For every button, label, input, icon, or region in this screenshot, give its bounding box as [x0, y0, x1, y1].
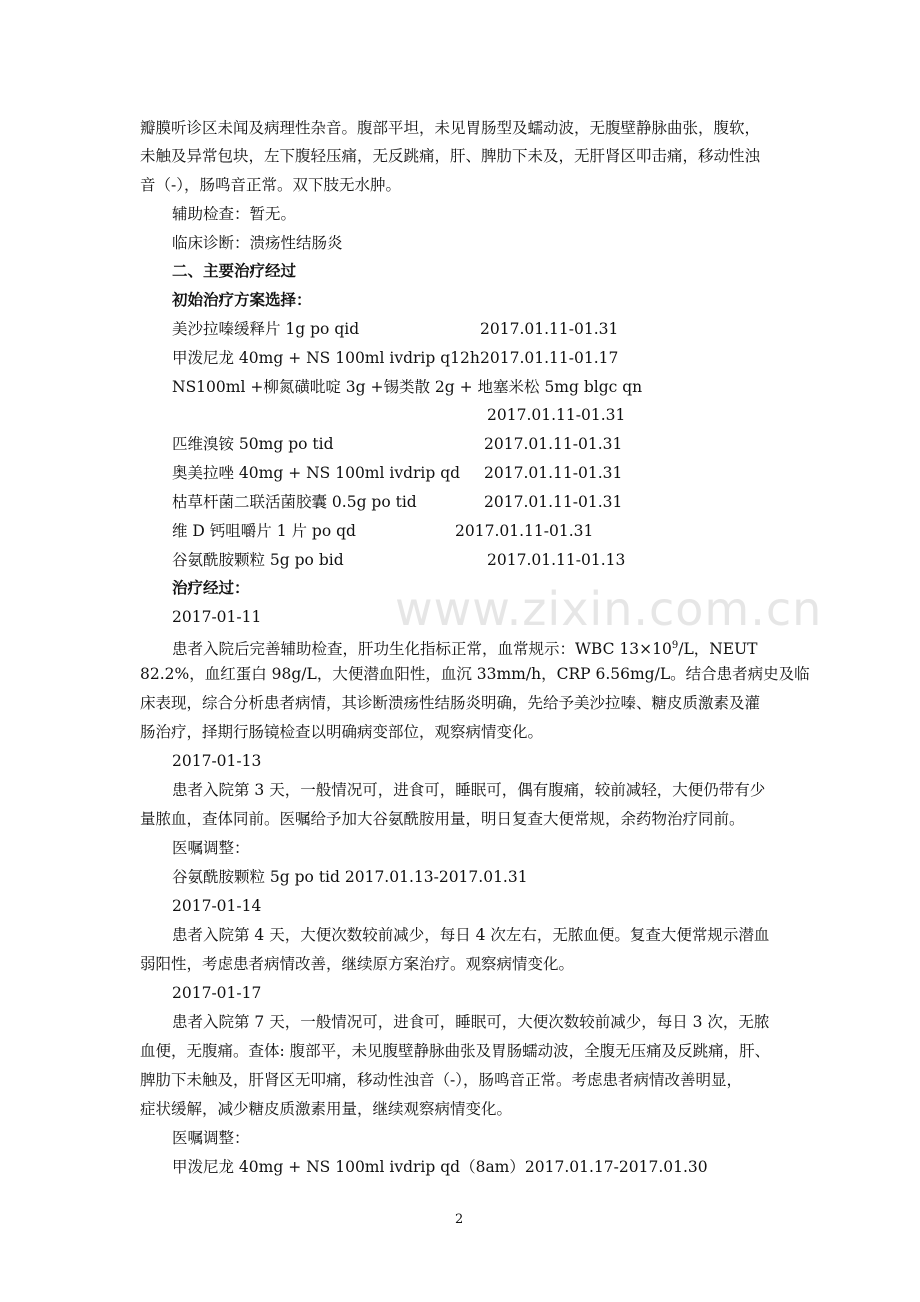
text-line: 临床诊断：溃疡性结肠炎 — [172, 234, 343, 252]
drug-name: 甲泼尼龙 40mg + NS 100ml ivdrip q12h — [172, 349, 480, 367]
drug-name: 谷氨酰胺颗粒 5g po bid — [172, 551, 344, 569]
text-line: 弱阳性，考虑患者病情改善，继续原方案治疗。观察病情变化。 — [140, 955, 575, 973]
text-line: 床表现，综合分析患者病情，其诊断溃疡性结肠炎明确，先给予美沙拉嗪、糖皮质激素及灌 — [140, 694, 761, 712]
watermark: www.zixin.com.cn — [395, 582, 823, 636]
text-line: 谷氨酰胺颗粒 5g po tid 2017.01.13-2017.01.31 — [172, 868, 528, 886]
text-line: 医嘱调整： — [172, 1129, 250, 1147]
text-line: 医嘱调整： — [172, 839, 250, 857]
text-line: 患者入院后完善辅助检查，肝功生化指标正常，血常规示：WBC $13\times 10^9/L$，NEUT — [172, 640, 758, 659]
drug-date: 2017.01.11-01.31 — [480, 320, 619, 338]
text-line: 未触及异常包块，左下腹轻压痛，无反跳痛，肝、脾肋下未及，无肝肾区叩击痛，移动性浊 — [140, 147, 761, 165]
section-heading: 二、主要治疗经过 — [172, 261, 297, 280]
text-line: 甲泼尼龙 40mg + NS 100ml ivdrip qd（8am）2017.01.17-2017.01.30 — [172, 1158, 708, 1176]
text-line: 肠治疗，择期行肠镜检查以明确病变部位，观察病情变化。 — [140, 723, 544, 741]
drug-name: 维 D 钙咀嚼片 1 片 po qd — [172, 522, 356, 540]
text-line: 脾肋下未触及，肝肾区无叩痛，移动性浊音（-），肠鸣音正常。考虑患者病情改善明显， — [140, 1071, 742, 1089]
text-line: 瓣膜听诊区未闻及病理性杂音。腹部平坦，未见胃肠型及蠕动波，无腹壁静脉曲张，腹软， — [140, 119, 761, 137]
date-line: 2017-01-17 — [172, 984, 262, 1002]
drug-date: 2017.01.11-01.31 — [484, 464, 623, 482]
drug-date: 2017.01.11-01.31 — [484, 435, 623, 453]
subheading: 初始治疗方案选择： — [172, 290, 312, 309]
date-line: 2017-01-13 — [172, 752, 262, 770]
text-line: 量脓血，查体同前。医嘱给予加大谷氨酰胺用量，明日复查大便常规，余药物治疗同前。 — [140, 810, 745, 828]
drug-name: 美沙拉嗪缓释片 1g po qid — [172, 320, 360, 338]
text-line: 血便，无腹痛。查体: 腹部平，未见腹壁静脉曲张及胃肠蠕动波，全腹无压痛及反跳痛，肝、 — [140, 1042, 771, 1060]
drug-date: 2017.01.11-01.13 — [487, 551, 626, 569]
text-line: 音（-），肠鸣音正常。双下肢无水肿。 — [140, 176, 401, 194]
drug-name: 枯草杆菌二联活菌胶囊 0.5g po tid — [172, 493, 417, 511]
text-line: 患者入院第 7 天，一般情况可，进食可，睡眠可，大便次数较前减少，每日 3 次，无脓 — [172, 1013, 770, 1031]
drug-name: 匹维溴铵 50mg po tid — [172, 435, 334, 453]
text-line: 患者入院第 4 天，大便次数较前减少，每日 4 次左右，无脓血便。复查大便常规示潜血 — [172, 926, 770, 944]
drug-date: 2017.01.11-01.31 — [484, 493, 623, 511]
subheading: 治疗经过： — [172, 578, 250, 597]
drug-name: 奥美拉唑 40mg + NS 100ml ivdrip qd — [172, 464, 461, 482]
date-line: 2017-01-14 — [172, 897, 262, 915]
text-line: 辅助检查：暂无。 — [172, 205, 297, 223]
text-line: 82.2%，血红蛋白 98g/L，大便潜血阳性，血沉 33mm/h，CRP 6.56mg/L。结合患者病史及临 — [140, 665, 810, 683]
date-line: 2017-01-11 — [172, 608, 262, 626]
page-number: 2 — [455, 1212, 464, 1227]
drug-date: 2017.01.11-01.31 — [455, 522, 594, 540]
text-line: 患者入院第 3 天，一般情况可，进食可，睡眠可，偶有腹痛，较前减轻，大便仍带有少 — [172, 781, 766, 799]
drug-date: 2017.01.11-01.31 — [487, 406, 626, 424]
drug-name: NS100ml +柳氮磺吡啶 3g +锡类散 2g + 地塞米松 5mg blgc qn — [172, 378, 643, 396]
text-line: 症状缓解，减少糖皮质激素用量，继续观察病情变化。 — [140, 1100, 513, 1118]
drug-date: 2017.01.11-01.17 — [480, 349, 619, 367]
